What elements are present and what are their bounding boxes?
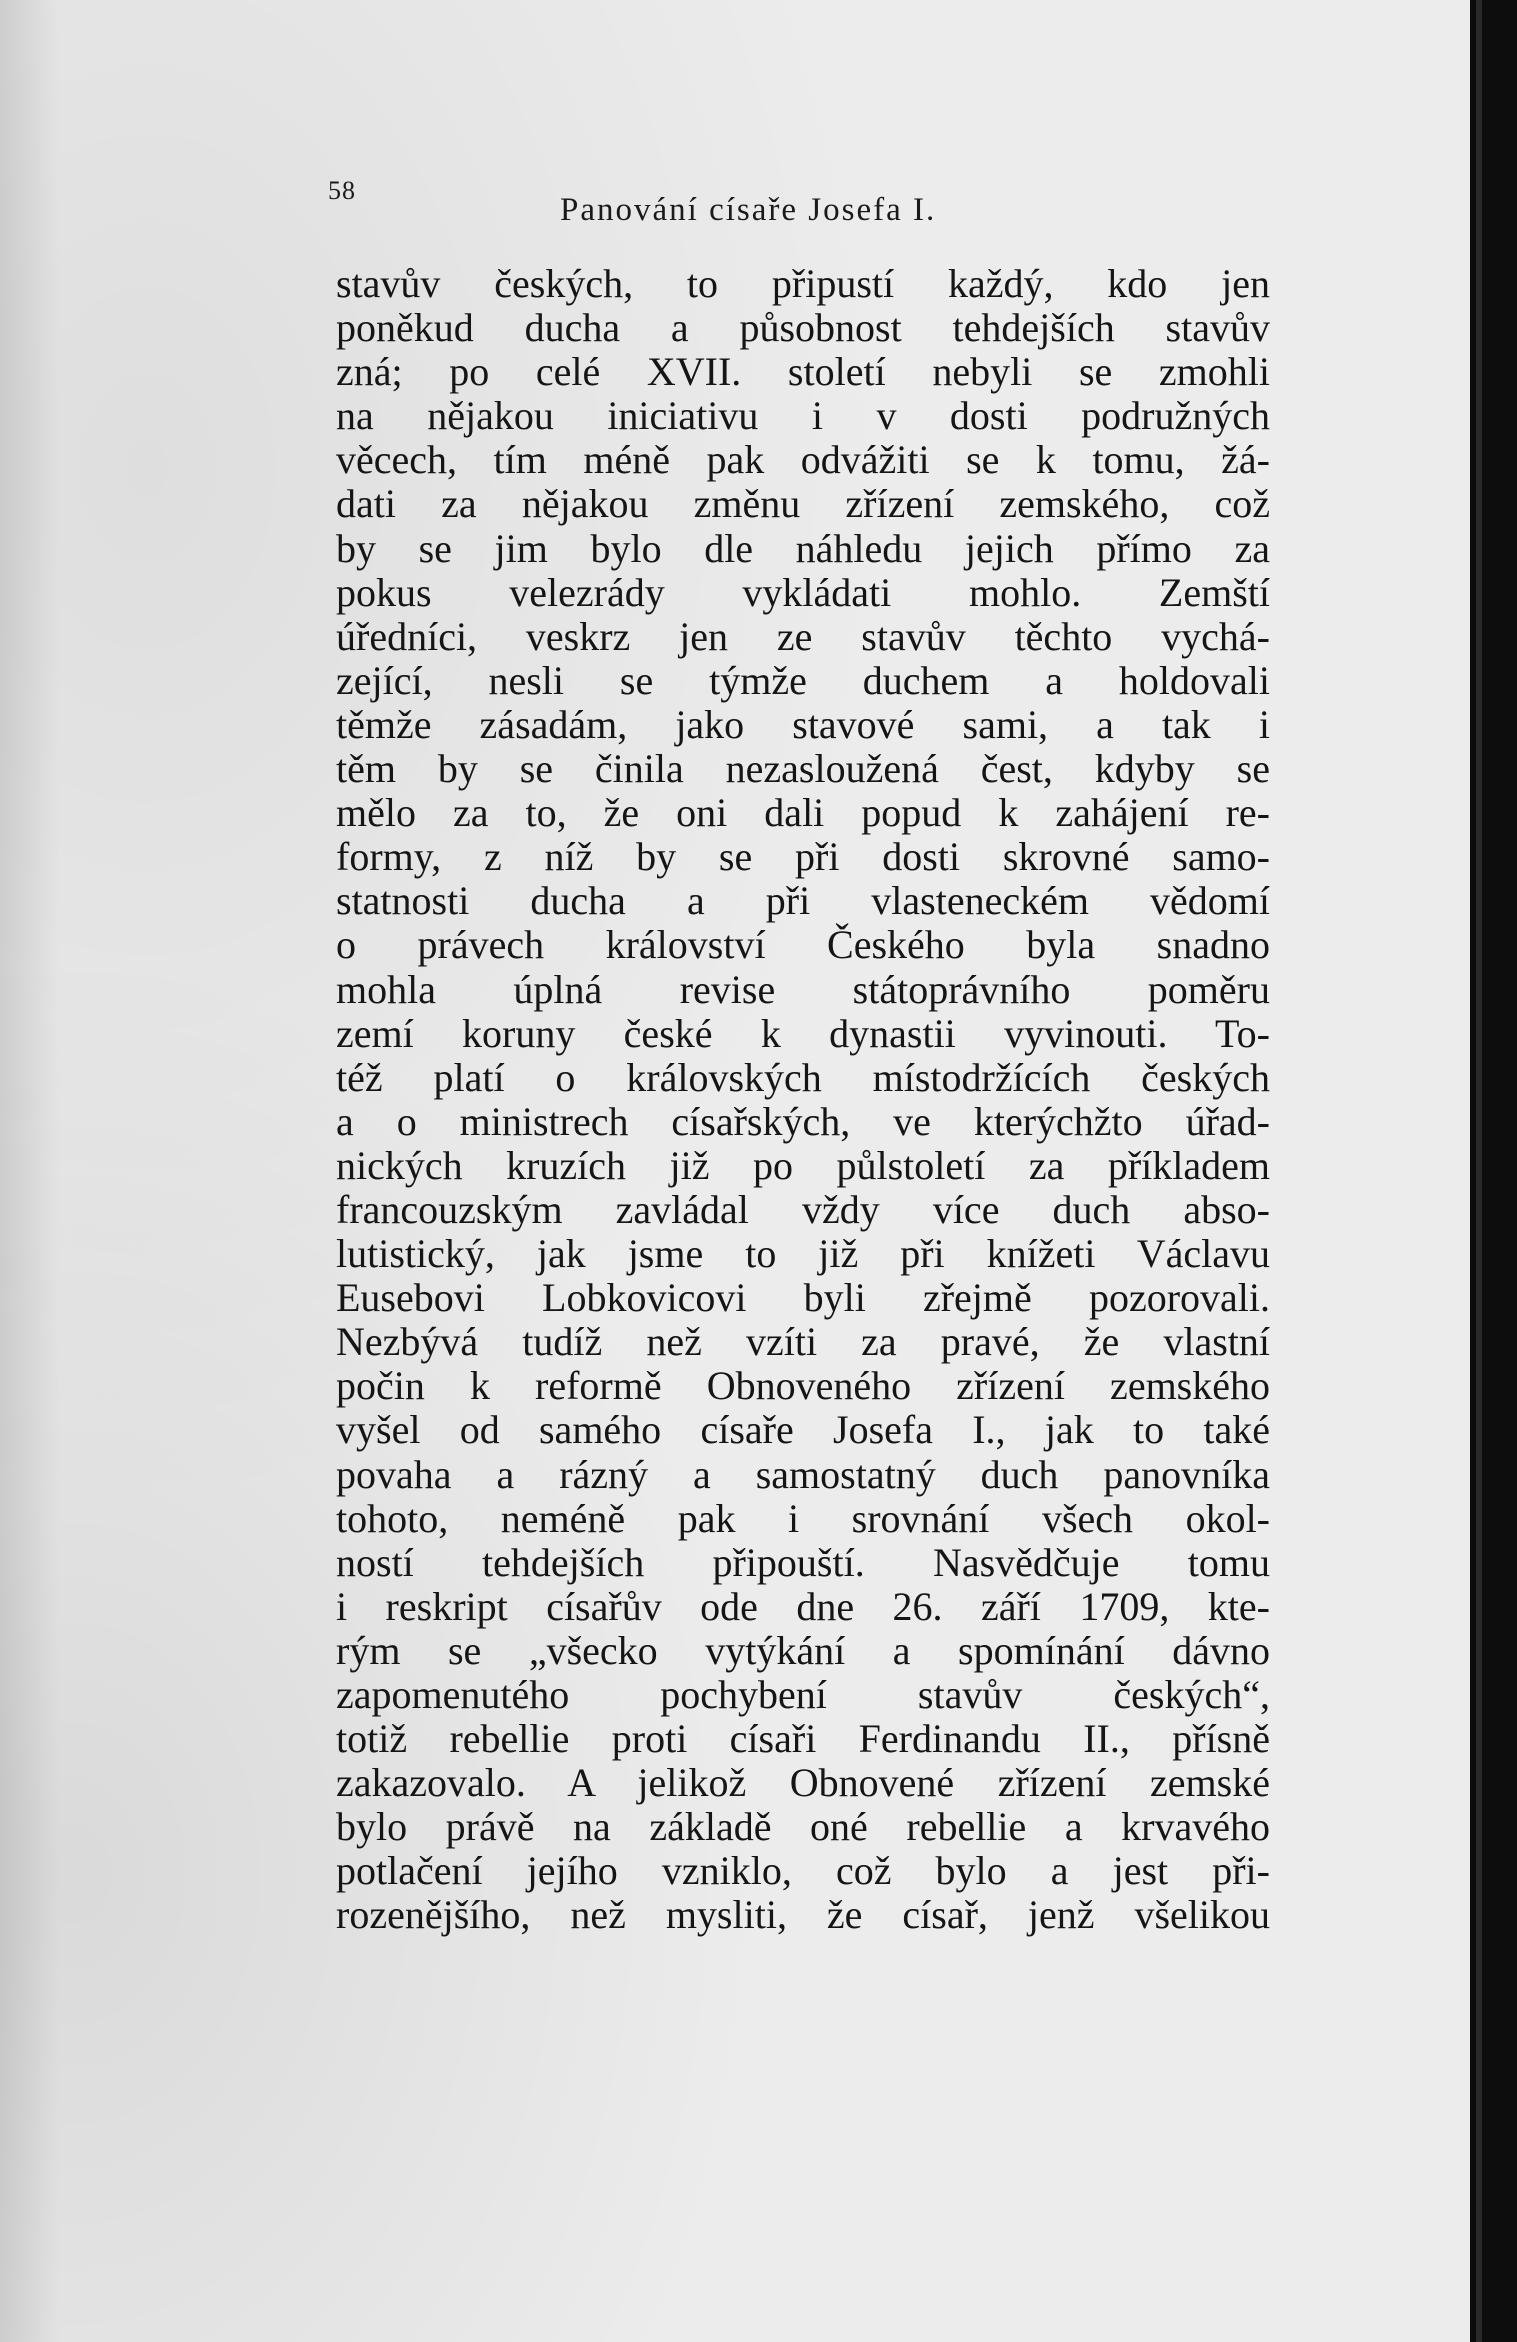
text-line: lutistický, jak jsme to již při knížeti Václavu	[336, 1231, 1270, 1277]
text-line: na nějakou iniciativu i v dosti podružných	[336, 393, 1270, 439]
text-line: počin k reformě Obnoveného zřízení zemského	[336, 1363, 1270, 1409]
text-line: Eusebovi Lobkovicovi byli zřejmě pozorovali.	[336, 1275, 1270, 1321]
text-line: věcech, tím méně pak odvážiti se k tomu, žá-	[336, 437, 1270, 483]
text-line: zná; po celé XVII. století nebyli se zmohli	[336, 349, 1270, 395]
text-line: potlačení jejího vzniklo, což bylo a jest při-	[336, 1848, 1270, 1894]
text-line: o právech království Českého byla snadno	[336, 922, 1270, 968]
text-line: bylo právě na základě oné rebellie a krvavého	[336, 1804, 1270, 1850]
text-line: by se jim bylo dle náhledu jejich přímo za	[336, 525, 1270, 571]
text-line: statnosti ducha a při vlasteneckém vědomí	[336, 878, 1270, 924]
text-line: dati za nějakou změnu zřízení zemského, což	[336, 481, 1270, 527]
text-line: mělo za to, že oni dali popud k zahájení re-	[336, 790, 1270, 836]
text-line: povaha a rázný a samostatný duch panovníka	[336, 1451, 1270, 1497]
text-line: vyšel od samého císaře Josefa I., jak to také	[336, 1407, 1270, 1453]
text-line: zející, nesli se týmže duchem a holdovali	[336, 657, 1270, 703]
text-line: ností tehdejších připouští. Nasvědčuje tomu	[336, 1539, 1270, 1585]
text-line: poněkud ducha a působnost tehdejších stavův	[336, 305, 1270, 351]
text-line: Nezbývá tudíž než vzíti za pravé, že vlastní	[336, 1319, 1270, 1365]
text-line: pokus velezrády vykládati mohlo. Zemští	[336, 569, 1270, 615]
text-line: totiž rebellie proti císaři Ferdinandu II., přísně	[336, 1716, 1270, 1762]
body-text	[336, 262, 1270, 1938]
text-line: zakazovalo. A jelikož Obnovené zřízení zemské	[336, 1760, 1270, 1806]
text-line: těm by se činila nezasloužená čest, kdyby se	[336, 746, 1270, 792]
text-line: i reskript císařův ode dne 26. září 1709, kte-	[336, 1583, 1270, 1629]
text-line: francouzským zavládal vždy více duch abso-	[336, 1186, 1270, 1232]
running-head: Panování císaře Josefa I.	[560, 192, 937, 228]
scan-dark-edge	[1470, 0, 1517, 2342]
text-line: zapomenutého pochybení stavův českých“,	[336, 1672, 1270, 1717]
text-line: tohoto, neméně pak i srovnání všech okol-	[336, 1495, 1270, 1541]
text-line: stavův českých, to připustí každý, kdo jen	[336, 261, 1270, 306]
text-line: a o ministrech císařských, ve kterýchžto úřad-	[336, 1098, 1270, 1144]
text-line: rozenějšího, než mysliti, že císař, jenž všelikou	[336, 1892, 1270, 1938]
text-line: mohla úplná revise státoprávního poměru	[336, 966, 1270, 1012]
text-line: nických kruzích již po půlstoletí za příkladem	[336, 1142, 1270, 1188]
text-line: úředníci, veskrz jen ze stavův těchto vychá-	[336, 613, 1270, 659]
page-number: 58	[328, 176, 356, 205]
text-line: formy, z níž by se při dosti skrovné samo-	[336, 834, 1270, 880]
text-line: zemí koruny české k dynastii vyvinouti. To-	[336, 1010, 1270, 1056]
text-line: těmže zásadám, jako stavové sami, a tak i	[336, 701, 1270, 747]
text-line: též platí o královských místodržících českých	[336, 1054, 1270, 1100]
text-line: rým se „všecko vytýkání a spomínání dávno	[336, 1627, 1270, 1673]
